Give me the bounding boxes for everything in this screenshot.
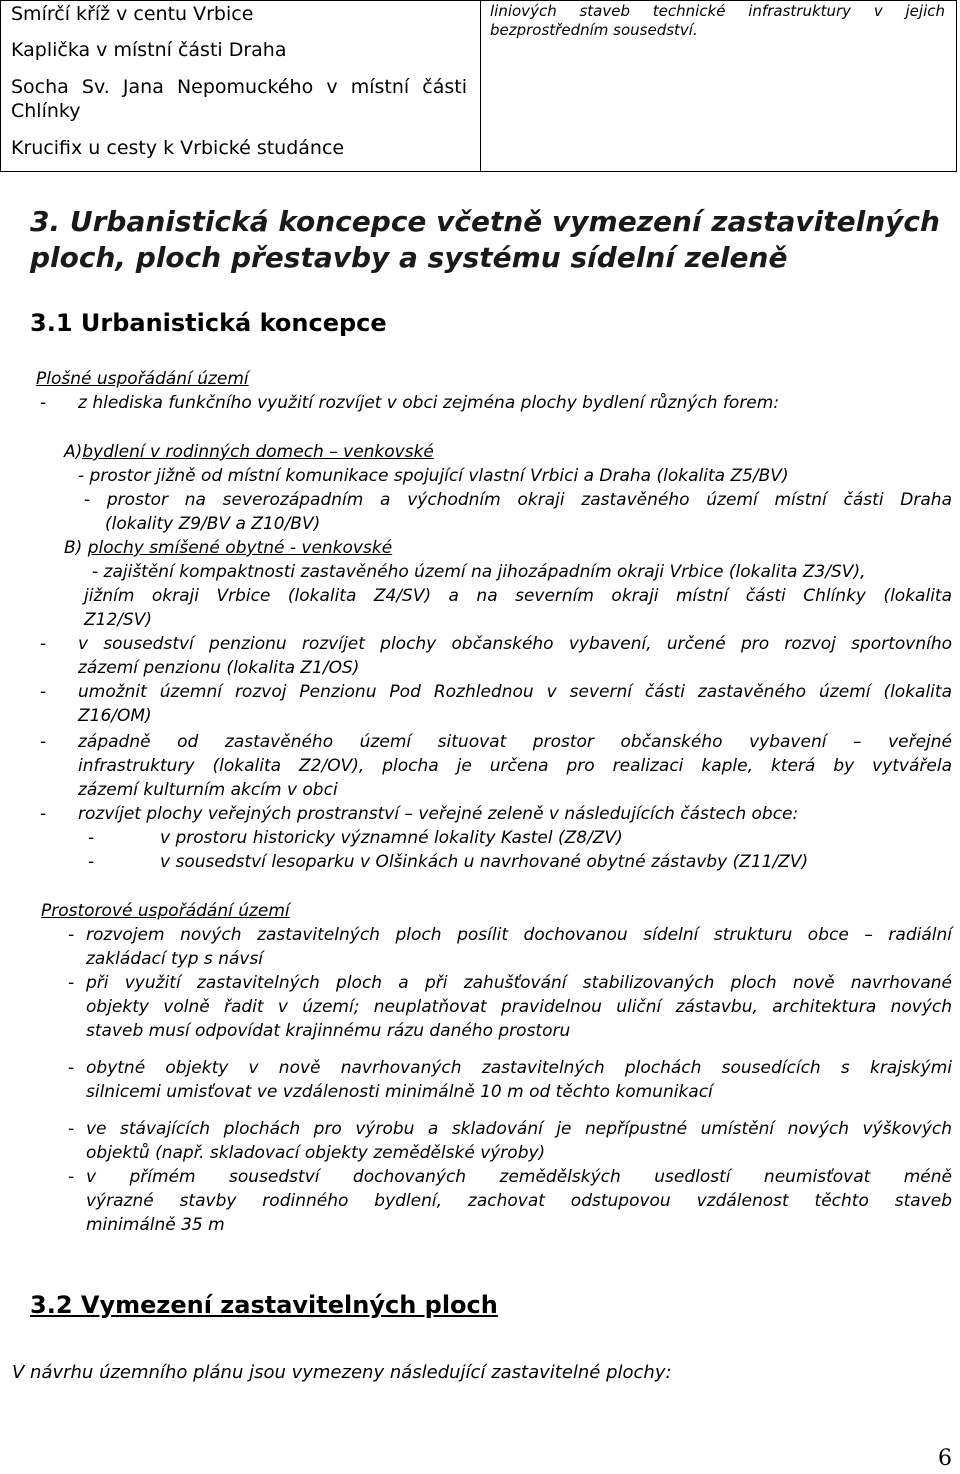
dash: -	[68, 1058, 75, 1078]
table-left-item: Kaplička v místní části Draha	[11, 39, 287, 61]
list-item: objekty volně řadit v území; neuplatňovat pravidelnou uliční zástavbu, architektura nových	[86, 997, 952, 1017]
prostorove-heading: Prostorové uspořádání území	[41, 901, 290, 921]
list-item: v sousedství penzionu rozvíjet plochy občanského vybavení, určené pro rozvoj sportovního	[78, 634, 952, 654]
category-b-prefix: B)	[64, 538, 88, 558]
list-item: objektů (např. skladovací objekty zemědělské výroby)	[86, 1143, 546, 1163]
list-item: výrazné stavby rodinného bydlení, zachovat odstupovou vzdálenost těchto staveb	[86, 1191, 952, 1211]
plosne-intro: z hlediska funkčního využití rozvíjet v obci zejména plochy bydlení různých forem:	[78, 393, 780, 413]
list-item: - prostor jižně od místní komunikace spojující vlastní Vrbici a Draha (lokalita Z5/BV)	[78, 466, 789, 486]
list-item: infrastruktury (lokalita Z2/OV), plocha je určena pro realizaci kaple, která by vytvářela	[78, 756, 952, 776]
table-right-text: liniových staveb technické infrastruktury v jejich	[490, 2, 945, 20]
list-item: staveb musí odpovídat krajinnému rázu daného prostoru	[86, 1021, 571, 1041]
dash: -	[40, 682, 47, 702]
list-item: zakládací typ s návsí	[86, 949, 264, 969]
dash: -	[88, 852, 95, 872]
category-b-label: plochy smíšené obytné - venkovské	[87, 538, 393, 558]
category-a-prefix: A)	[64, 442, 83, 462]
dash: -	[68, 1119, 75, 1139]
category-b-heading	[64, 536, 392, 560]
list-item: - prostor na severozápadním a východním okraji zastavěného území místní části Draha	[84, 490, 952, 510]
dash: -	[68, 925, 75, 945]
list-item: rozvojem nových zastavitelných ploch posílit dochovanou sídelní strukturu obce – radiální	[86, 925, 952, 945]
dash: -	[88, 828, 95, 848]
list-item: ve stávajících plochách pro výrobu a skladování je nepřípustné umístění nových výškových	[86, 1119, 952, 1139]
section-title: 3. Urbanistická koncepce včetně vymezení zastavitelných	[30, 205, 940, 238]
list-item: minimálně 35 m	[86, 1215, 225, 1235]
dash: -	[40, 393, 47, 413]
table-left-item: Chlínky	[11, 100, 81, 122]
body-text: V návrhu územního plánu jsou vymezeny následující zastavitelné plochy:	[12, 1362, 672, 1383]
list-item: západně od zastavěného území situovat prostor občanského vybavení – veřejné	[78, 732, 952, 752]
dash: -	[40, 634, 47, 654]
list-item: v přímém sousedství dochovaných zemědělských usedlostí neumisťovat méně	[86, 1167, 952, 1187]
list-item: zázemí kulturním akcím v obci	[78, 780, 338, 800]
dash: -	[40, 732, 47, 752]
table-right-text: bezprostředním sousedství.	[490, 21, 698, 39]
table-divider	[480, 1, 481, 171]
list-item: v prostoru historicky významné lokality Kastel (Z8/ZV)	[160, 828, 623, 848]
list-item: jižním okraji Vrbice (lokalita Z4/SV) a na severním okraji místní části Chlínky (lokalita	[84, 586, 952, 606]
list-item: při využití zastavitelných ploch a při zahušťování stabilizovaných ploch nově navrhované	[86, 973, 952, 993]
list-item: silnicemi umisťovat ve vzdálenosti minimálně 10 m od těchto komunikací	[86, 1082, 713, 1102]
section-title: ploch, ploch přestavby a systému sídelní zeleně	[30, 241, 788, 274]
list-item: (lokality Z9/BV a Z10/BV)	[105, 514, 321, 534]
dash: -	[68, 1167, 75, 1187]
list-item: zázemí penzionu (lokalita Z1/OS)	[78, 658, 360, 678]
list-item: rozvíjet plochy veřejných prostranství – veřejné zeleně v následujících částech obce:	[78, 804, 799, 824]
list-item: Z16/OM)	[78, 706, 152, 726]
table-left-item: Krucifix u cesty k Vrbické studánce	[11, 137, 345, 159]
list-item: umožnit územní rozvoj Penzionu Pod Rozhlednou v severní části zastavěného území (lokalita	[78, 682, 952, 702]
dash: -	[68, 973, 75, 993]
dash: -	[40, 804, 47, 824]
category-a-label: bydlení v rodinných domech – venkovské	[82, 442, 434, 462]
list-item: - zajištění kompaktnosti zastavěného území na jihozápadním okraji Vrbice (lokalita Z3/SV),	[92, 562, 866, 582]
page-number: 6	[938, 1446, 952, 1471]
table-left-item: Socha Sv. Jana Nepomuckého v místní části	[11, 76, 467, 98]
plosne-heading: Plošné uspořádání území	[36, 369, 249, 389]
table-left-item: Smírčí kříž v centu Vrbice	[11, 3, 254, 25]
list-item: obytné objekty v nově navrhovaných zastavitelných plochách sousedících s krajskými	[86, 1058, 952, 1078]
category-a-heading	[64, 440, 434, 464]
list-item: Z12/SV)	[84, 610, 153, 630]
subsection-title: 3.2 Vymezení zastavitelných ploch	[30, 1291, 498, 1319]
subsection-title: 3.1 Urbanistická koncepce	[30, 309, 387, 337]
list-item: v sousedství lesoparku v Olšinkách u navrhované obytné zástavby (Z11/ZV)	[160, 852, 809, 872]
